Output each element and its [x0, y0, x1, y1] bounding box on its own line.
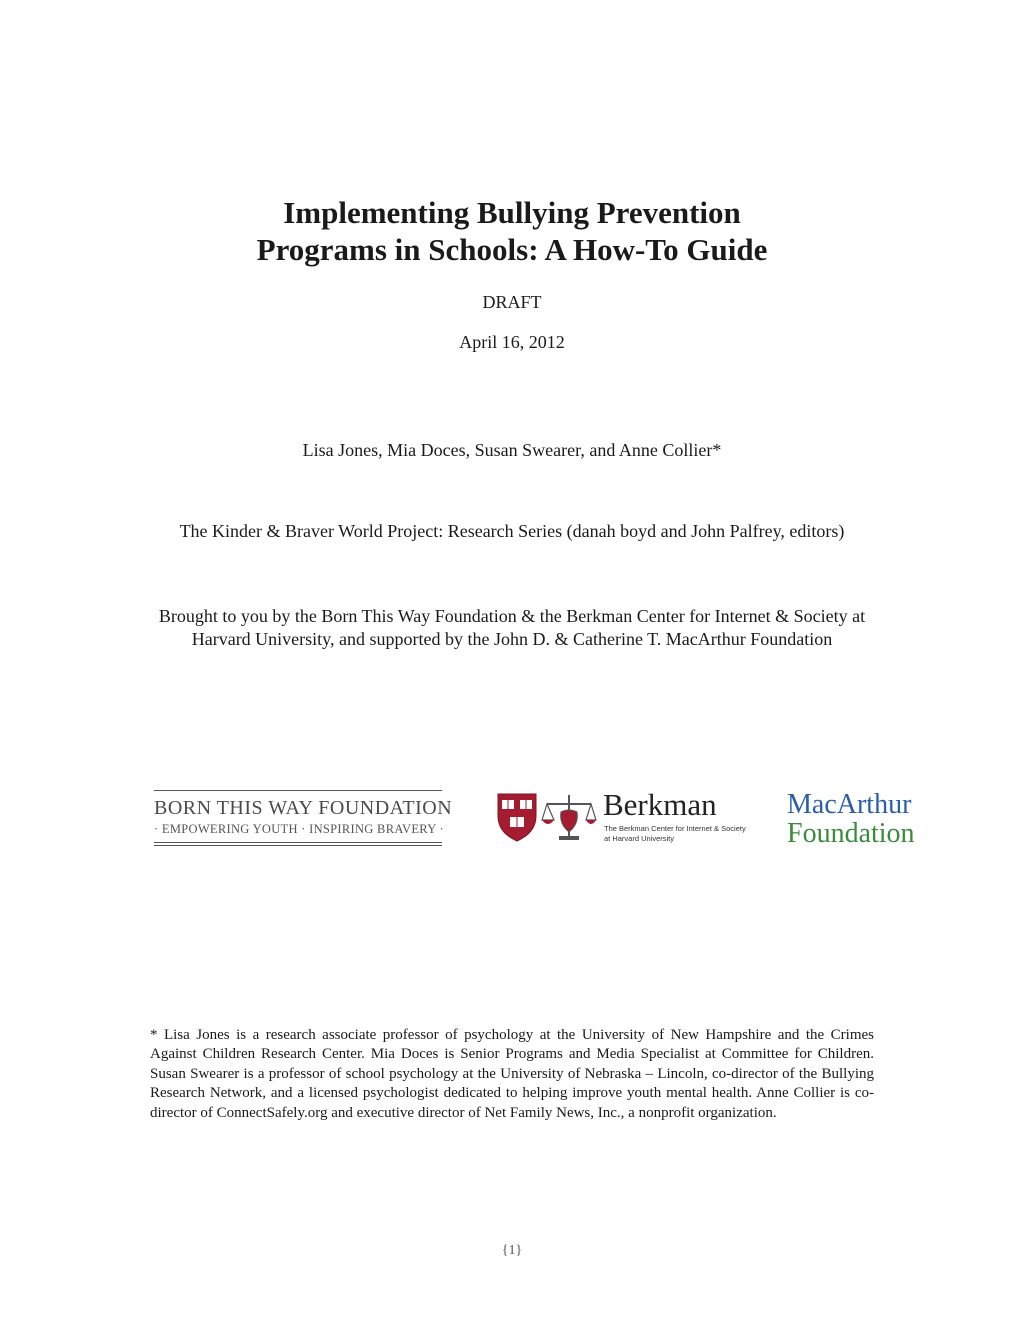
berkman-subtitle-line-1: The Berkman Center for Internet & Society	[604, 824, 746, 833]
author-list: Lisa Jones, Mia Doces, Susan Swearer, and Anne Collier*	[302, 440, 722, 460]
document-title	[0, 194, 1024, 268]
berkman-logo-subtitle	[604, 824, 746, 844]
author-footnote: * Lisa Jones is a research associate professor of psychology at the University of New Hampshire and the Crimes Against Children Research Center. Mia Doces is Senior Programs and Media Specialist at Committee for Children. Susan Swearer is a professor of school psychology at the University of Nebraska – Lincoln, co-director of the Bullying Research Network, and a licensed psychologist dedicated to helping improve youth mental health. Anne Collier is co-director of ConnectSafely.org and executive director of Net Family News, Inc., a nonprofit organization.	[150, 1027, 874, 1121]
berkman-subtitle-line-2: at Harvard University	[604, 834, 675, 843]
btw-logo-name: BORN THIS WAY FOUNDATION	[154, 797, 453, 819]
title-line-2: Programs in Schools: A How-To Guide	[256, 232, 768, 267]
page-number: {1}	[501, 1243, 523, 1258]
harvard-shield-icon	[496, 792, 538, 842]
btw-logo-tagline: · EMPOWERING YOUTH · INSPIRING BRAVERY ·	[154, 822, 445, 836]
berkman-logo-name: Berkman	[603, 787, 717, 822]
title-line-1: Implementing Bullying Prevention	[283, 195, 741, 230]
series-note: The Kinder & Braver World Project: Research Series (danah boyd and John Palfrey, editors)	[179, 521, 845, 541]
macarthur-logo-line-2: Foundation	[787, 818, 915, 849]
document-date: April 16, 2012	[459, 332, 565, 352]
draft-label: DRAFT	[482, 292, 542, 312]
macarthur-logo-line-1: MacArthur	[787, 789, 912, 820]
logo-rule-bottom	[154, 842, 442, 843]
logo-rule-bottom-double	[154, 845, 442, 846]
logo-rule-top	[154, 790, 442, 791]
sponsors-note: Brought to you by the Born This Way Foundation & the Berkman Center for Internet & Society at Harvard University, and supported by the John D. & Catherine T. MacArthur Foundation	[158, 606, 866, 649]
born-this-way-logo	[154, 790, 453, 848]
scales-of-justice-icon	[541, 792, 597, 842]
